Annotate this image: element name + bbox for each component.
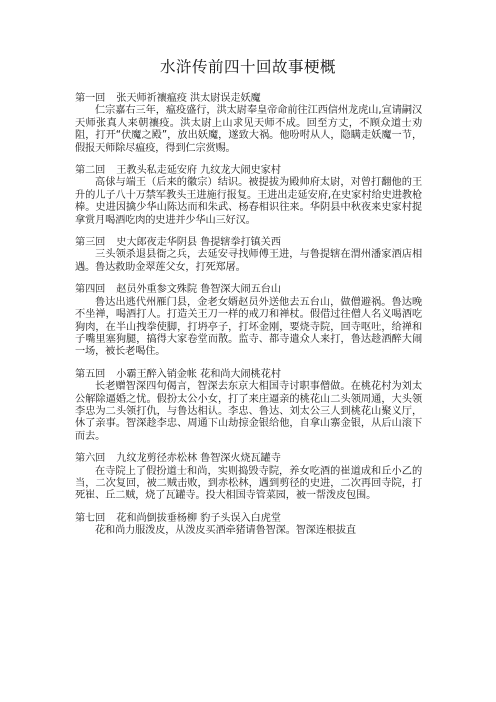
chapter-heading (75, 369, 422, 381)
chapter-summary: 花和尚力服泼皮，从泼皮买酒牵猪请鲁智深。智深连根拔直 (95, 525, 356, 537)
chapter-7 (75, 513, 422, 538)
chapter-summary: 在寺院上了假扮道士和尚，实则捣毁寺院，养女吃酒的崔道成和丘小乙的当，二次复回，被二贼击败，到赤松林，遇到剪径的史进，二次再回寺院，打死崔、丘二贼，烧了瓦罐寺。投大相国寺管菜园，被一帮泼皮包围。 (75, 465, 422, 502)
chapter-summary: 长老赠智深四句偈言，智深去东京大相国寺讨职事僧做。在桃花村为刘太 公解除逼婚之忧。假扮太公小女，打了来庄逼亲的桃花山二头领周通，大头领李忠为二头领打仇，与鲁达相认。李忠、鲁达、刘太公三人到桃花山聚义厅，休了亲事。智深趁李忠、周通下山劫掠金银给他，自拿山寨金银，从后山滚下而去。 (75, 381, 422, 442)
chapter-title: 九纹龙剪径赤松林 鲁智深火烧瓦罐寺 (116, 453, 281, 465)
chapter-heading (75, 93, 422, 105)
document-content (75, 93, 422, 548)
chapter-5 (75, 369, 422, 443)
chapter-number: 第七回 (75, 512, 106, 524)
chapter-title: 王教头私走延安府 九纹龙大闹史家村 (116, 165, 281, 177)
chapter-4 (75, 284, 422, 358)
chapter-6 (75, 453, 422, 503)
chapter-number: 第一回 (75, 93, 106, 104)
chapter-number: 第六回 (75, 453, 106, 465)
chapter-heading (75, 284, 422, 296)
chapter-1 (75, 93, 422, 155)
chapter-heading (75, 513, 422, 525)
chapter-number: 第二回 (75, 165, 106, 177)
chapter-summary: 仁宗嘉右三年，瘟疫盛行，洪太尉奉皇帝命前往江西信州龙虎山,宣请嗣汉天师张真人来朝禳疫。洪太尉上山求见天师不成。回至方丈，不顾众道士劝阻，打开“伏魔之殿”，放出妖魔，遂致大祸。他吩咐从人，隐瞒走妖魔一节，假报天师除尽瘟疫，得到仁宗赏赐。 (75, 105, 422, 154)
chapter-title: 赵员外重参文殊院 鲁智深大闹五台山 (116, 284, 281, 296)
chapter-title: 小霸王醉入销金帐 花和尚大闹桃花村 (116, 368, 281, 380)
document-title: 水浒传前四十回故事梗概 (159, 58, 336, 76)
chapter-2 (75, 165, 422, 227)
chapter-heading (75, 165, 422, 177)
chapter-title: 张天师祈禳瘟疫 洪太尉误走妖魔 (116, 93, 261, 104)
chapter-number: 第三回 (75, 237, 106, 249)
chapter-heading (75, 453, 422, 465)
chapter-title: 花和尚倒拔垂杨柳 豹子头误入白虎堂 (116, 512, 281, 524)
chapter-number: 第四回 (75, 284, 106, 296)
chapter-summary: 三头领杀退县衙之兵，去延安寻找师傅王进，与鲁提辖在渭州潘家酒店相遇。鲁达救助金翠莲父女，打死郑屠。 (75, 249, 422, 273)
chapter-3 (75, 237, 422, 274)
chapter-summary: 鲁达出逃代州雁门县，金老女婿赵员外送他去五台山，做僧避祸。鲁达晚不坐禅，喝酒打人。打造关王刀一样的戒刀和禅杖。假借过往僧人名义喝酒吃狗肉，在半山拽拳使脚，打坍亭子，打坏金刚，要烧寺院，回寺呕吐，给禅和子嘴里塞狗腿，搞得大家卷堂而散。监寺、都寺遣众人来打，鲁达趁酒醉大闹一场，被长老喝住。 (75, 296, 422, 358)
chapter-summary: 高俅与端王（后来的徽宗）结识。被提拔为殿帅府太尉，对曾打翻他的王升的儿子八十万禁军教头王进施行报复。王进出走延安府,在史家村给史进教枪棒。史进因擒少华山陈达而和朱武、杨春相识往来。华阴县中秋夜来史家村捉拿赏月喝酒吃肉的史进并少华山三好汉。 (75, 177, 422, 226)
chapter-heading (75, 237, 422, 249)
chapter-title: 史大郎夜走华阴县 鲁提辖拳打镇关西 (116, 237, 281, 249)
chapter-number: 第五回 (75, 368, 106, 380)
